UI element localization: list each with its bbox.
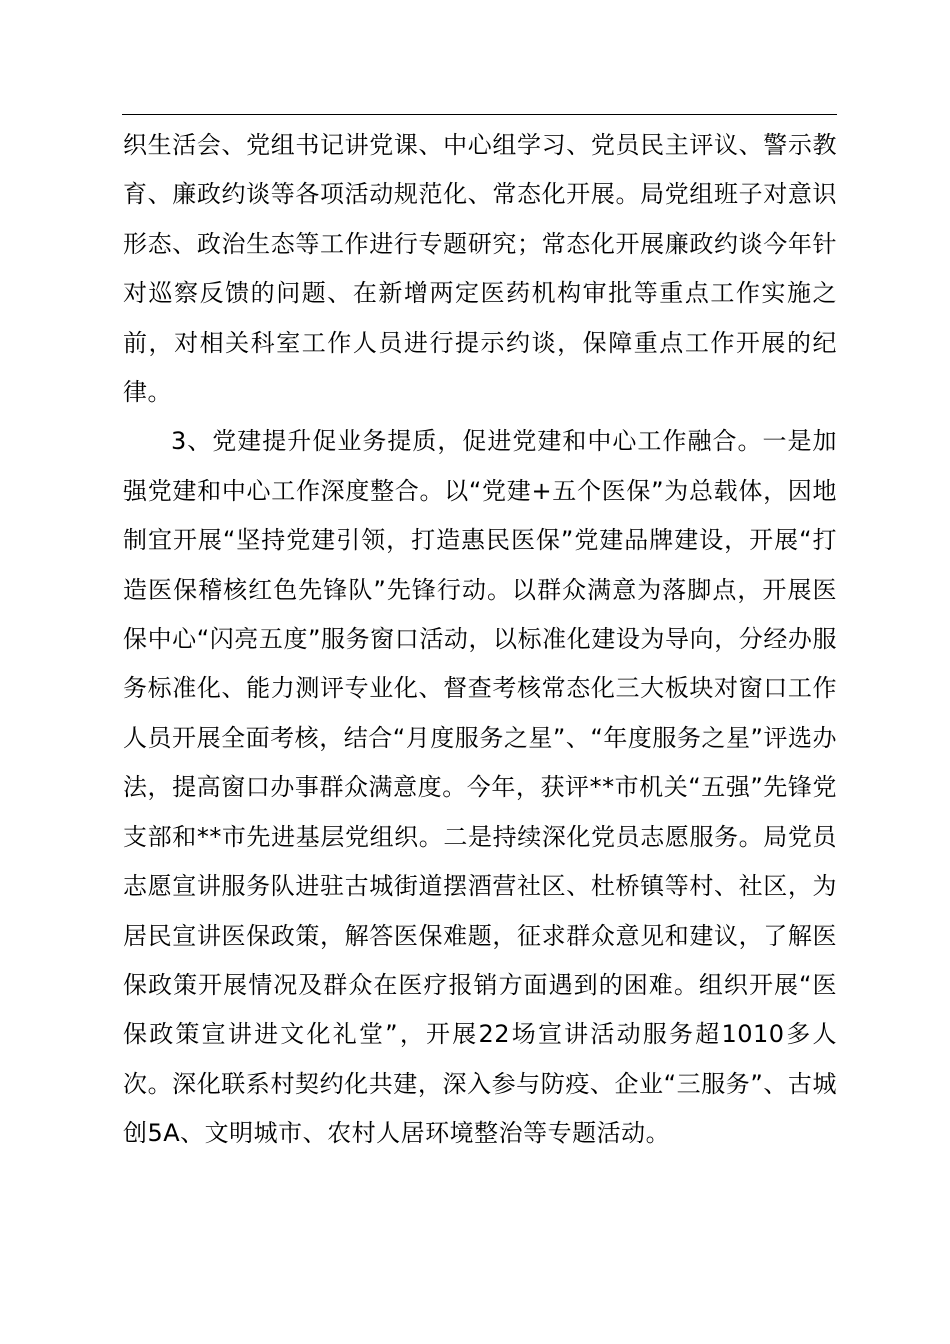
paragraph-section-3: 3、党建提升促业务提质，促进党建和中心工作融合。一是加强党建和中心工作深度整合。以“党建+五个医保”为总载体，因地制宜开展“坚持党建引领，打造惠民医保”党建品牌建设，开展“打造医保稽核红色先锋队”先锋行动。以群众满意为落脚点，开展医保中心“闪亮五度”服务窗口活动，以标准化建设为导向，分经办服务标准化、能力测评专业化、督查考核常态化三大板块对窗口工作人员开展全面考核，结合“月度服务之星”、“年度服务之星”评选办法，提高窗口办事群众满意度。今年，获评**市机关“五强”先锋党支部和**市先进基层党组织。二是持续深化党员志愿服务。局党员志愿宣讲服务队进驻古城街道摆酒营社区、杜桥镇等村、社区，为居民宣讲医保政策，解答医保难题，征求群众意见和建议，了解医保政策开展情况及群众在医疗报销方面遇到的困难。组织开展“医保政策宣讲进文化礼堂”，开展22场宣讲活动服务超1010多人次。深化联系村契约化共建，深入参与防疫、企业“三服务”、古城创5A、文明城市、农村人居环境整治等专题活动。 bbox=[123, 427, 837, 1148]
body-text bbox=[123, 121, 837, 1159]
header-rule bbox=[122, 114, 837, 115]
paragraph-continuation: 织生活会、党组书记讲党课、中心组学习、党员民主评议、警示教育、廉政约谈等各项活动规范化、常态化开展。局党组班子对意识形态、政治生态等工作进行专题研究；常态化开展廉政约谈今年针对巡察反馈的问题、在新增两定医药机构审批等重点工作实施之前，对相关科室工作人员进行提示约谈，保障重点工作开展的纪律。 bbox=[123, 131, 837, 407]
